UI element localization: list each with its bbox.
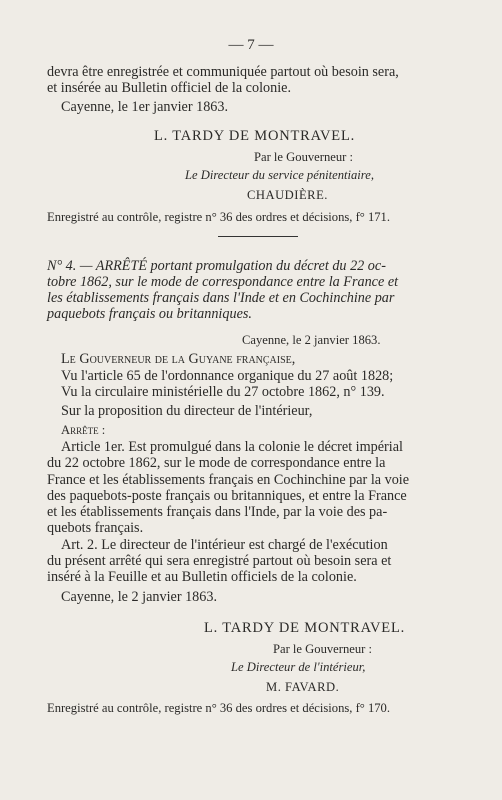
dateline: Cayenne, le 2 janvier 1863. [61, 589, 218, 605]
text-line: et les établissements français dans l'Inde, par la voie des pa- [47, 504, 388, 520]
text-line: et insérée au Bulletin officiel de la colonie. [47, 80, 291, 96]
text-line: inséré à la Feuille et au Bulletin officiels de la colonie. [47, 569, 357, 585]
page-number: — 7 — [228, 37, 274, 53]
text-line: du 22 octobre 1862, sur le mode de correspondance entre la [47, 455, 386, 471]
signature-title: Le Directeur du service pénitentiaire, [185, 168, 374, 182]
signature-line: Par le Gouverneur : [273, 642, 372, 656]
text-line: Art. 2. Le directeur de l'intérieur est chargé de l'exécution [61, 537, 388, 553]
signature-governor: L. TARDY DE MONTRAVEL. [154, 128, 356, 144]
dateline: Cayenne, le 2 janvier 1863. [242, 333, 381, 347]
arrete-label: Arrête : [61, 423, 106, 437]
text-line: quebots français. [47, 520, 144, 536]
signature-line: Par le Gouverneur : [254, 150, 353, 164]
text-line: France et les établissements français en Cochinchine par la voie [47, 472, 410, 488]
text-line: devra être enregistrée et communiquée partout où besoin sera, [47, 64, 399, 80]
decree-heading: paquebots français ou britanniques. [47, 306, 252, 322]
text-line: Le Gouverneur de la Guyane française, [61, 351, 296, 367]
decree-heading: tobre 1862, sur le mode de correspondance entre la France et [47, 274, 399, 290]
signature-name: CHAUDIÈRE. [247, 188, 328, 202]
text-line: Vu l'article 65 de l'ordonnance organique du 27 août 1828; [61, 368, 394, 384]
text-line: des paquebots-poste français ou britanniques, et entre la France [47, 488, 407, 504]
signature-governor: L. TARDY DE MONTRAVEL. [204, 620, 406, 636]
decree-heading: les établissements français dans l'Inde et en Cochinchine par [47, 290, 395, 306]
text-line: du présent arrêté qui sera enregistré partout où besoin sera et [47, 553, 392, 569]
signature-title: Le Directeur de l'intérieur, [231, 660, 366, 674]
signature-name: M. FAVARD. [266, 680, 340, 694]
section-divider [218, 236, 298, 237]
text-line: Article 1er. Est promulgué dans la colonie le décret impérial [61, 439, 403, 455]
dateline: Cayenne, le 1er janvier 1863. [61, 99, 229, 115]
text-line: Sur la proposition du directeur de l'intérieur, [61, 403, 313, 419]
text-line: Vu la circulaire ministérielle du 27 octobre 1862, n° 139. [61, 384, 385, 400]
registration-note: Enregistré au contrôle, registre n° 36 des ordres et décisions, f° 171. [47, 210, 391, 224]
decree-heading: N° 4. — ARRÊTÉ portant promulgation du décret du 22 oc- [47, 258, 386, 274]
registration-note: Enregistré au contrôle, registre n° 36 des ordres et décisions, f° 170. [47, 701, 391, 715]
